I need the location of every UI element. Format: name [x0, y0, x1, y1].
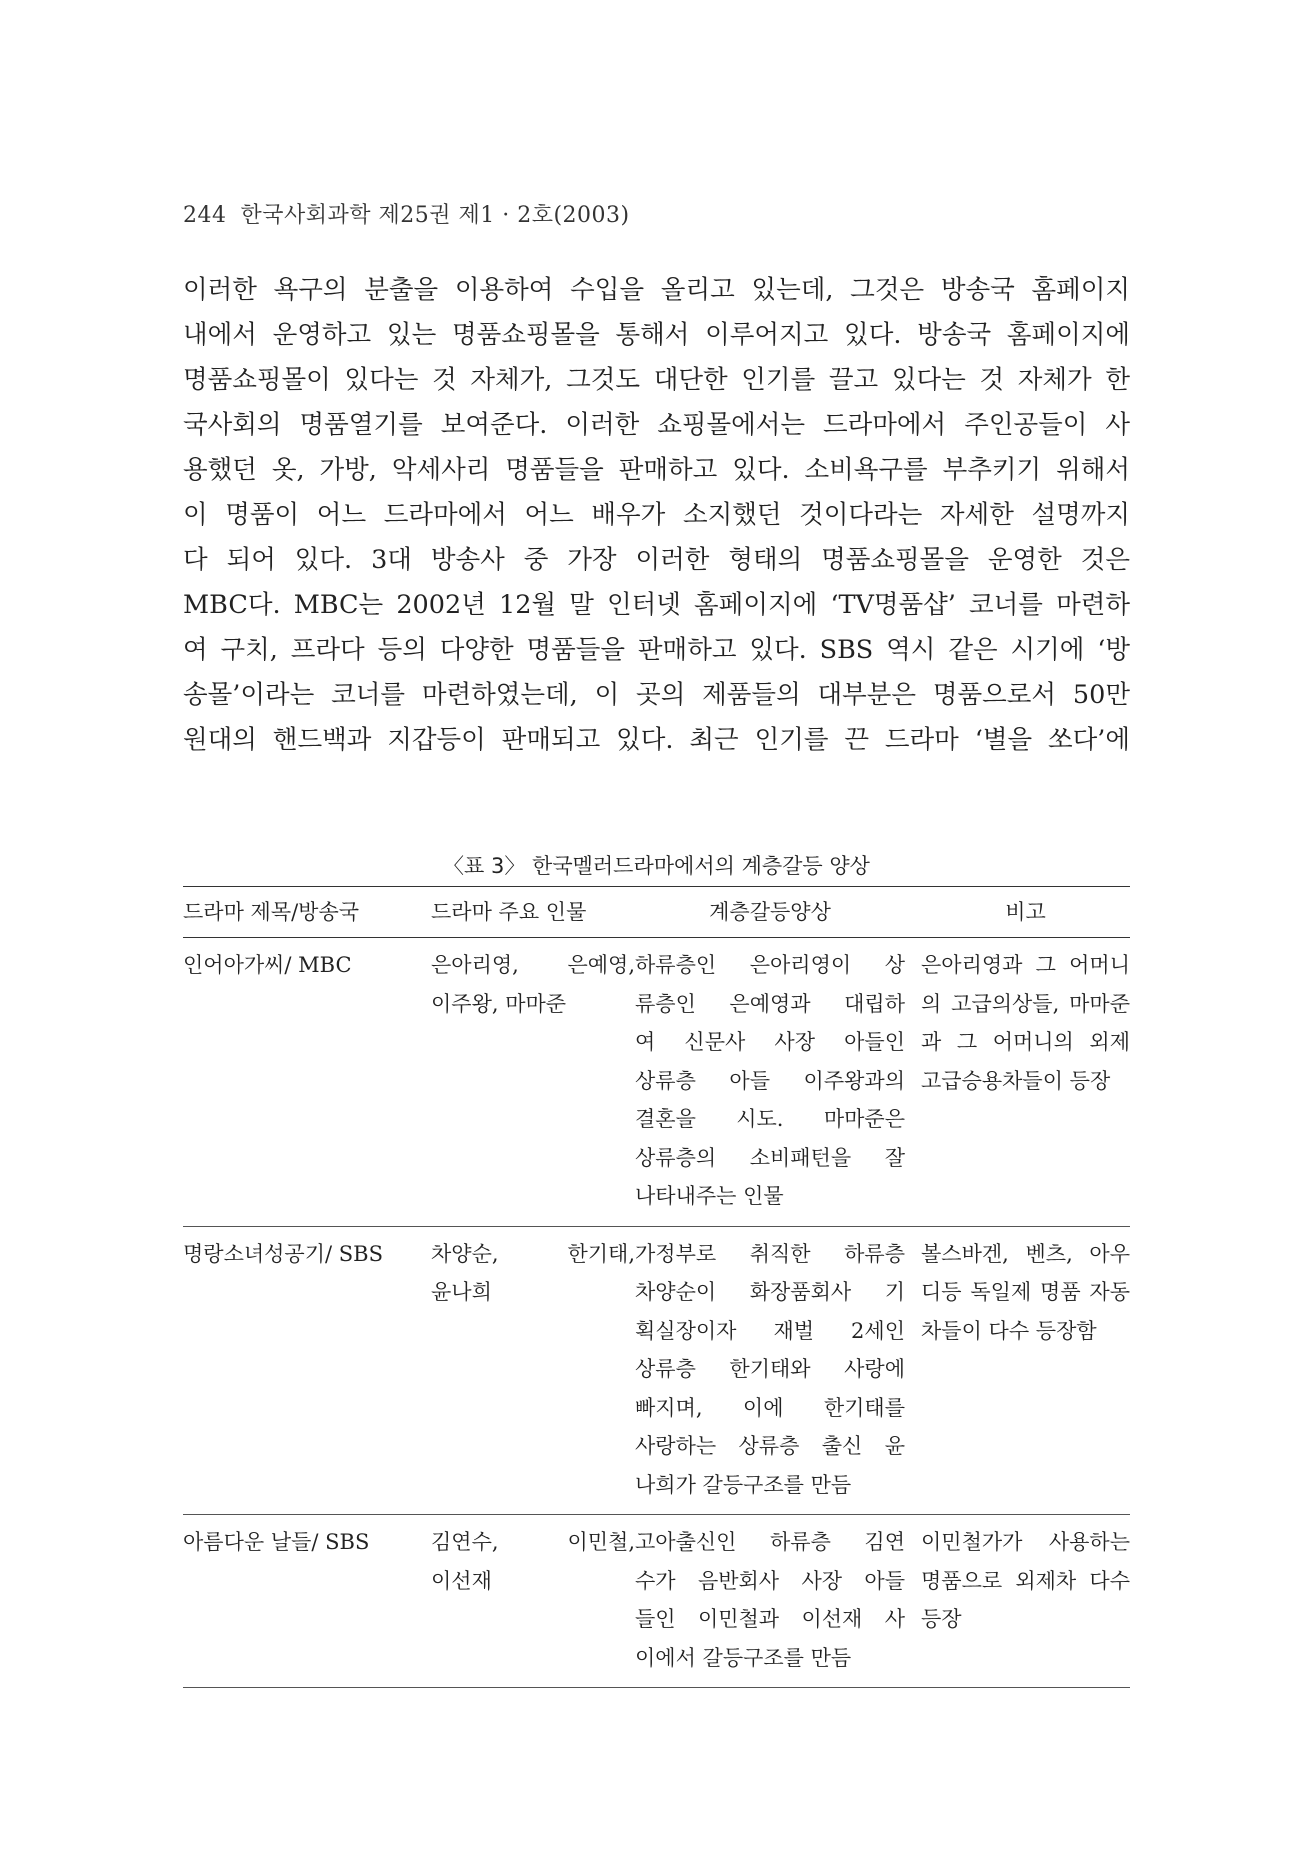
cell-note-line: 등장: [921, 1607, 962, 1631]
table-body: [183, 938, 1130, 1688]
cell-note: [921, 1226, 1130, 1515]
cell-conflict-line: 나타내주는 인물: [635, 1184, 784, 1208]
cell-characters-line: 은아리영, 은예영,: [431, 953, 635, 977]
header-note: 비고: [921, 887, 1130, 938]
cell-conflict-line: 결혼을 시도. 마마준은: [635, 1107, 905, 1131]
body-line: 이러한 욕구의 분출을 이용하여 수입을 올리고 있는데, 그것은 방송국 홈페이지: [183, 275, 1130, 305]
header-characters: 드라마 주요 인물: [431, 887, 635, 938]
cell-characters-line: 윤나희: [431, 1280, 492, 1304]
table-row: [183, 938, 1130, 1227]
cell-note-line: 은아리영과 그 어머니: [921, 953, 1130, 977]
page-number: 244: [183, 203, 227, 228]
body-line: 내에서 운영하고 있는 명품쇼핑몰을 통해서 이루어지고 있다. 방송국 홈페이지에: [183, 320, 1130, 350]
cell-conflict-line: 고아출신인 하류층 김연: [635, 1530, 905, 1554]
cell-conflict-line: 차양순이 화장품회사 기: [635, 1280, 905, 1304]
conflict-table: [183, 886, 1130, 1688]
table-header-row: [183, 887, 1130, 938]
header-conflict: 계층갈등양상: [635, 887, 921, 938]
cell-conflict-line: 이에서 갈등구조를 만듬: [635, 1645, 852, 1670]
body-line: 다 되어 있다. 3대 방송사 중 가장 이러한 형태의 명품쇼핑몰을 운영한 것은: [183, 545, 1130, 575]
body-line: MBC다. MBC는 2002년 12월 말 인터넷 홈페이지에 ‘TV명품샵’ 코너를 마련하: [183, 590, 1130, 620]
cell-conflict-line: 상류층 한기태와 사랑에: [635, 1357, 905, 1381]
cell-note-line: 이민철가가 사용하는: [921, 1530, 1130, 1554]
cell-title: 명랑소녀성공기/ SBS: [183, 1226, 431, 1515]
running-head: [183, 198, 630, 229]
cell-characters-line: 차양순, 한기태,: [431, 1241, 635, 1266]
cell-characters-line: 김연수, 이민철,: [431, 1530, 635, 1554]
cell-note-line: 과 그 어머니의 외제: [921, 1030, 1130, 1054]
body-line: 여 구치, 프라다 등의 다양한 명품들을 판매하고 있다. SBS 역시 같은 시기에 ‘방: [183, 635, 1130, 665]
cell-note-line: 의 고급의상들, 마마준: [921, 991, 1130, 1016]
cell-characters: [431, 1515, 635, 1688]
table-row: [183, 1226, 1130, 1515]
cell-note-line: 고급승용차들이 등장: [921, 1068, 1111, 1093]
cell-conflict-line: 상류층 아들 이주왕과의: [635, 1068, 905, 1093]
cell-characters: [431, 1226, 635, 1515]
cell-conflict-line: 가정부로 취직한 하류층: [635, 1241, 905, 1266]
cell-conflict-line: 상류층의 소비패턴을 잘: [635, 1145, 905, 1170]
body-line: 국사회의 명품열기를 보여준다. 이러한 쇼핑몰에서는 드라마에서 주인공들이 사: [183, 410, 1130, 440]
cell-note-line: 차들이 다수 등장함: [921, 1318, 1097, 1343]
cell-conflict-line: 나희가 갈등구조를 만듬: [635, 1472, 852, 1497]
cell-characters: [431, 938, 635, 1227]
cell-conflict-line: 수가 음반회사 사장 아들: [635, 1568, 905, 1593]
body-line: 용했던 옷, 가방, 악세사리 명품들을 판매하고 있다. 소비욕구를 부추키기 위해서: [183, 455, 1130, 485]
cell-characters-line: 이주왕, 마마준: [431, 991, 567, 1016]
table-caption: 〈표 3〉 한국멜러드라마에서의 계층갈등 양상: [443, 854, 870, 878]
cell-note: [921, 1515, 1130, 1688]
cell-note-line: 디등 독일제 명품 자동: [921, 1280, 1130, 1304]
header-title: 드라마 제목/방송국: [183, 887, 431, 938]
table-row: [183, 1515, 1130, 1688]
cell-characters-line: 이선재: [431, 1568, 492, 1593]
journal-title: 한국사회과학 제25권 제1 · 2호(2003): [240, 203, 630, 228]
cell-conflict-line: 들인 이민철과 이선재 사: [635, 1607, 905, 1631]
cell-conflict-line: 류층인 은예영과 대립하: [635, 991, 905, 1016]
cell-conflict: [635, 1226, 921, 1515]
cell-conflict-line: 여 신문사 사장 아들인: [635, 1030, 905, 1054]
cell-note-line: 볼스바겐, 벤츠, 아우: [921, 1241, 1130, 1266]
cell-conflict-line: 빠지며, 이에 한기태를: [635, 1395, 905, 1420]
body-paragraph: [183, 268, 1130, 763]
cell-conflict: [635, 938, 921, 1227]
body-line: 송몰’이라는 코너를 마련하였는데, 이 곳의 제품들의 대부분은 명품으로서 50만: [183, 680, 1130, 710]
cell-conflict: [635, 1515, 921, 1688]
body-line: 명품쇼핑몰이 있다는 것 자체가, 그것도 대단한 인기를 끌고 있다는 것 자체가 한: [183, 365, 1130, 395]
cell-conflict-line: 사랑하는 상류층 출신 윤: [635, 1434, 905, 1458]
cell-conflict-line: 획실장이자 재벌 2세인: [635, 1318, 905, 1343]
cell-title: 아름다운 날들/ SBS: [183, 1515, 431, 1688]
cell-note: [921, 938, 1130, 1227]
cell-title: 인어아가씨/ MBC: [183, 938, 431, 1227]
body-line: 이 명품이 어느 드라마에서 어느 배우가 소지했던 것이다라는 자세한 설명까지: [183, 500, 1130, 530]
cell-note-line: 명품으로 외제차 다수: [921, 1568, 1130, 1593]
body-line: 원대의 핸드백과 지갑등이 판매되고 있다. 최근 인기를 끈 드라마 ‘별을 쏘다’에: [183, 725, 1130, 755]
cell-conflict-line: 하류층인 은아리영이 상: [635, 953, 905, 977]
